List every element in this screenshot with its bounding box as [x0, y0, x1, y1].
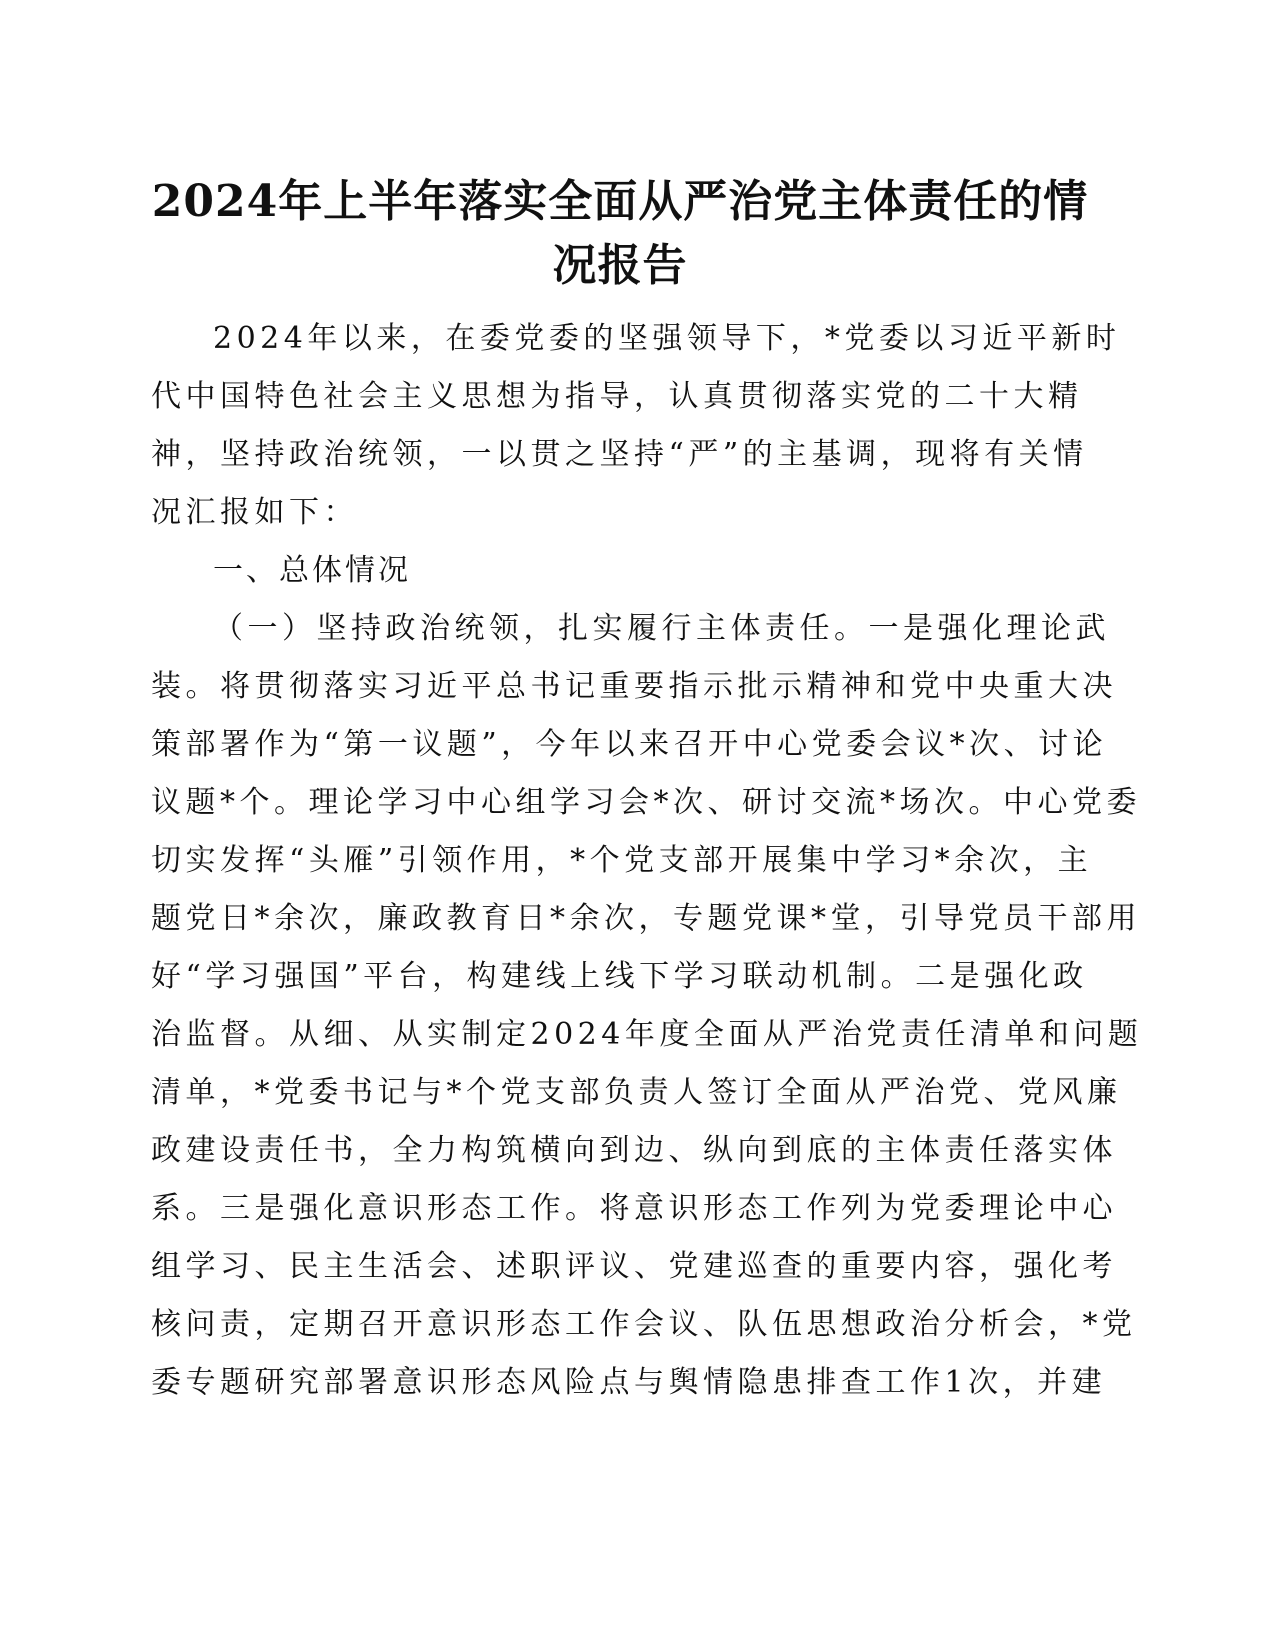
- intro-paragraph-line: 神，坚持政治统领，一以贯之坚持“严”的主基调，现将有关情: [151, 437, 1088, 472]
- section-paragraph-line: 好“学习强国”平台，构建线上线下学习联动机制。二是强化政: [151, 959, 1088, 994]
- section-paragraph-line: 系。三是强化意识形态工作。将意识形态工作列为党委理论中心: [151, 1191, 1117, 1226]
- title-line: 况报告: [552, 240, 688, 291]
- section-paragraph-line: 清单，*党委书记与*个党支部负责人签订全面从严治党、党风廉: [151, 1075, 1122, 1110]
- document-title: [150, 170, 1090, 298]
- title-line: 2024年上半年落实全面从严治党主体责任的情: [151, 176, 1089, 227]
- section-paragraph-line: （一）坚持政治统领，扎实履行主体责任。一是强化理论武: [213, 611, 1110, 646]
- intro-paragraph-line: 2024年以来，在委党委的坚强领导下，*党委以习近平新时: [213, 321, 1121, 356]
- section-paragraph-line: 政建设责任书，全力构筑横向到边、纵向到底的主体责任落实体: [151, 1133, 1117, 1168]
- section-heading: 一、总体情况: [213, 553, 411, 588]
- section-paragraph-line: 策部署作为“第一议题”，今年以来召开中心党委会议*次、讨论: [151, 727, 1108, 762]
- section-paragraph-line: 核问责，定期召开意识形态工作会议、队伍思想政治分析会，*党: [151, 1307, 1137, 1342]
- intro-paragraph-line: 代中国特色社会主义思想为指导，认真贯彻落实党的二十大精: [151, 379, 1083, 414]
- document-body: [151, 310, 1143, 1412]
- intro-paragraph-line: 况汇报如下：: [151, 495, 358, 530]
- section-paragraph-line: 题党日*余次，廉政教育日*余次，专题党课*堂，引导党员干部用: [151, 901, 1141, 936]
- section-paragraph-line: 委专题研究部署意识形态风险点与舆情隐患排查工作1次，并建: [151, 1365, 1107, 1400]
- section-paragraph-line: 切实发挥“头雁”引领作用，*个党支部开展集中学习*余次，主: [151, 843, 1093, 878]
- section-paragraph-line: 装。将贯彻落实习近平总书记重要指示批示精神和党中央重大决: [151, 669, 1117, 704]
- section-paragraph-line: 议题*个。理论学习中心组学习会*次、研讨交流*场次。中心党委: [151, 785, 1141, 820]
- section-paragraph-line: 组学习、民主生活会、述职评议、党建巡查的重要内容，强化考: [151, 1249, 1117, 1284]
- section-paragraph-line: 治监督。从细、从实制定2024年度全面从严治党责任清单和问题: [151, 1017, 1143, 1052]
